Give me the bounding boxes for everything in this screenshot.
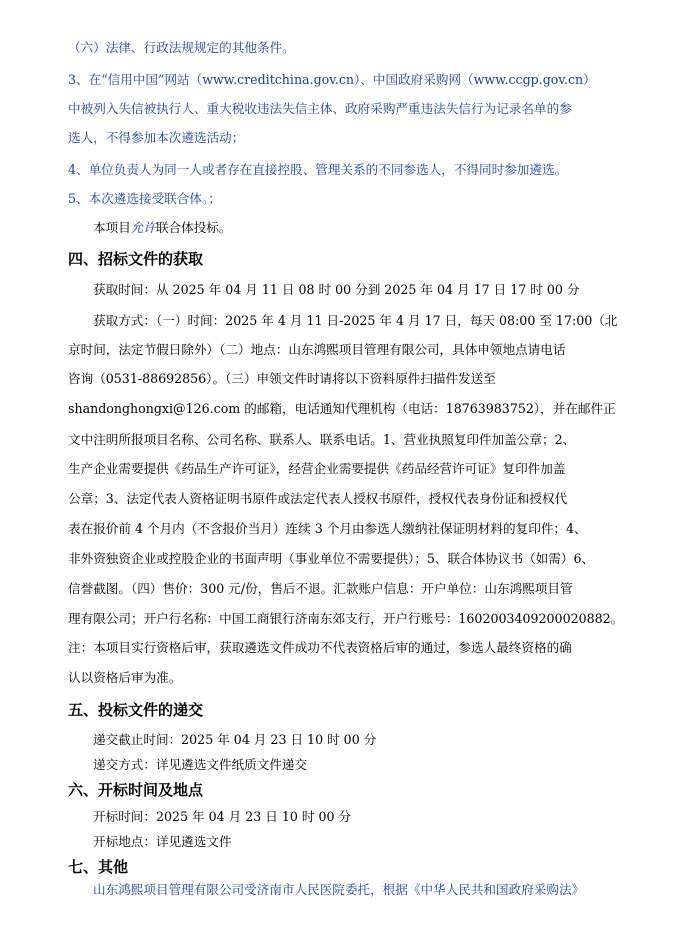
acquisition-method-line-5: 文中注明所报项目名称、公司名称、联系人、联系电话。1、营业执照复印件加盖公章；2、 [68,432,576,447]
other-text: 山东鸿熙项目管理有限公司受济南市人民医院委托，根据《中华人民共和国政府采购法》 [93,882,585,897]
condition-item-3-line-2: 中被列入失信被执行人、重大税收违法失信主体、政府采购严重违法失信行为记录名单的参 [68,101,572,116]
acquisition-method-line-13: 认以资格后审为准。 [68,670,182,685]
condition-item-5: 5、本次遴选接受联合体。； [68,191,221,206]
acquisition-method-line-2: 京时间，法定节假日除外）（二）地点：山东鸿熙项目管理有限公司，具体申领地点请电话 [68,342,566,357]
acquisition-method-line-11: 理有限公司；开户行名称：中国工商银行济南东郊支行，开户行账号：1602003409200020882。 [68,611,624,626]
acquisition-method-line-10: 信誉截图。（四）售价：300 元/份，售后不退。汇款账户信息：开户单位：山东鸿熙项目管 [68,581,573,596]
acquisition-method-line-3: 咨询（0531-88692856）。（三）申领文件时请将以下资料原件扫描件发送至 [68,371,496,386]
condition-item-6: （六）法律、行政法规规定的其他条件。 [68,40,295,55]
section-4-heading: 四、招标文件的获取 [68,250,204,268]
consortium-note [93,220,232,236]
acquisition-method-line-8: 表在报价前 4 个月内（不含报价当月）连续 3 个月由参选人缴纳社保证明材料的复印件；4、 [68,521,587,536]
consortium-text-allowed: 允许 [130,220,156,235]
acquisition-method-line-7: 公章；3、法定代表人资格证明书原件或法定代表人授权书原件，授权代表身份证和授权代 [68,491,568,506]
opening-time: 开标时间：2025 年 04 月 23 日 10 时 00 分 [93,809,352,824]
acquisition-method-line-1: 获取方式：（一）时间：2025 年 4 月 11 日-2025 年 4 月 17 日，每天 08:00 至 17:00（北 [93,313,618,328]
submission-method: 递交方式：详见遴选文件纸质文件递交 [93,757,308,772]
consortium-text-c: 联合体投标。 [155,220,232,235]
acquisition-time: 获取时间：从 2025 年 04 月 11 日 08 时 00 分到 2025 年 04 月 17 日 17 时 00 分 [93,282,580,297]
acquisition-method-line-9: 非外资独资企业或控股企业的书面声明（事业单位不需要提供）；5、联合体协议书（如需）6、 [68,551,595,566]
condition-item-3-line-1: 3、在“信用中国”网站（www.creditchina.gov.cn）、中国政府采购网（www.ccgp.gov.cn） [68,72,596,87]
section-6-heading: 六、开标时间及地点 [68,781,204,799]
acquisition-method-line-12: 注：本项目实行资格后审，获取遴选文件成功不代表资格后审的通过，参选人最终资格的确 [68,640,572,655]
submission-deadline: 递交截止时间：2025 年 04 月 23 日 10 时 00 分 [93,732,377,747]
acquisition-method-line-4: shandonghongxi@126.com 的邮箱，电话通知代理机构（电话：18763983752），并在邮件正 [68,401,616,416]
acquisition-method-line-6: 生产企业需要提供《药品生产许可证》，经营企业需要提供《药品经营许可证》复印件加盖 [68,461,566,476]
section-5-heading: 五、投标文件的递交 [68,701,204,719]
section-7-heading: 七、其他 [68,858,129,876]
condition-item-3-line-3: 选人，不得参加本次遴选活动； [68,130,245,145]
consortium-text-a: 本项目 [93,220,131,235]
opening-place: 开标地点：详见遴选文件 [93,834,232,849]
condition-item-4: 4、单位负责人为同一人或者存在直接控股、管理关系的不同参选人，不得同时参加遴选。 [68,162,568,177]
